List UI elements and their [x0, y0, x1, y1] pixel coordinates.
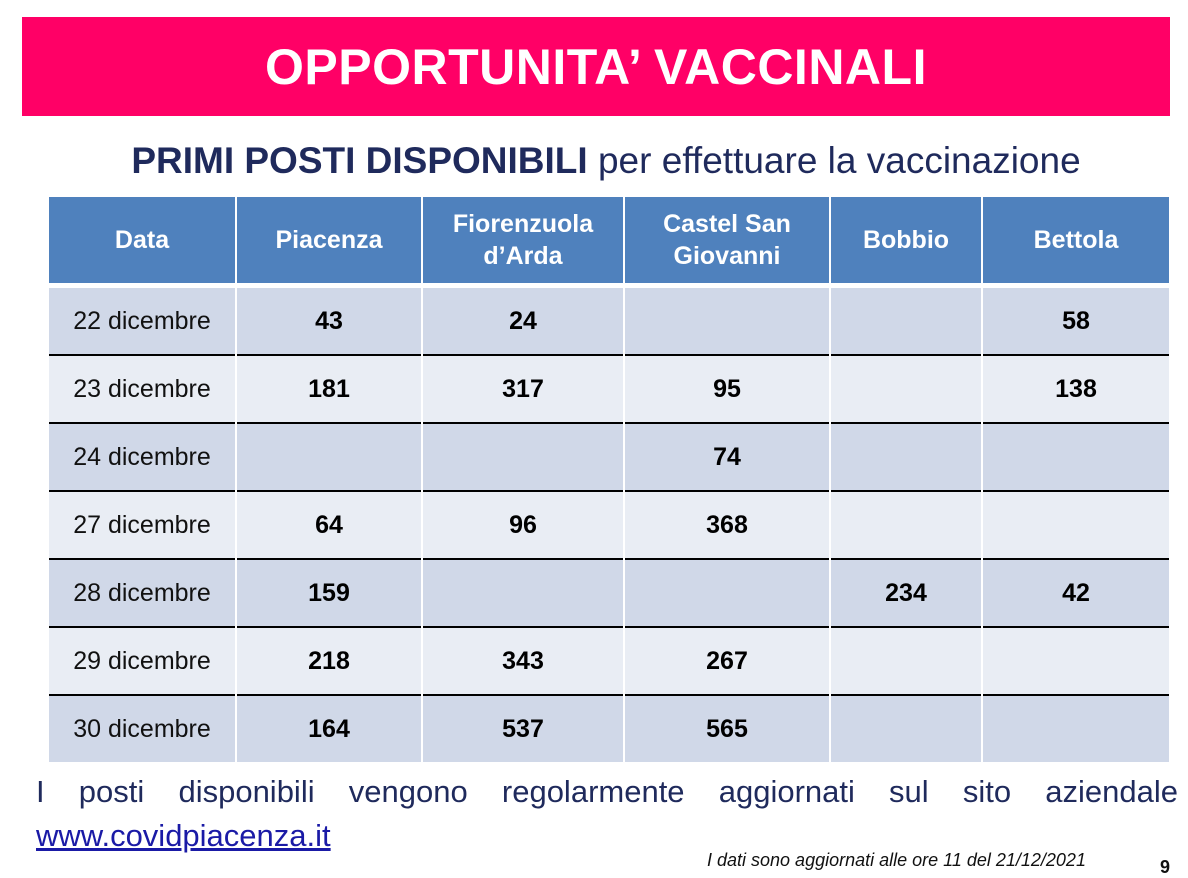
value-cell [982, 491, 1169, 559]
website-link[interactable]: www.covidpiacenza.it [36, 818, 331, 853]
value-cell [982, 695, 1169, 762]
subtitle-strong: PRIMI POSTI DISPONIBILI [131, 140, 588, 181]
note-word: aziendale [1045, 774, 1178, 809]
column-header-line: Fiorenzuola [452, 210, 594, 238]
value-cell [830, 286, 982, 356]
update-timestamp: I dati sono aggiornati alle ore 11 del 21/12/2021 [707, 850, 1086, 870]
column-header [624, 197, 830, 286]
value-cell: 267 [624, 627, 830, 695]
value-cell: 24 [422, 286, 624, 356]
value-cell [982, 423, 1169, 491]
date-cell: 23 dicembre [49, 355, 236, 423]
note-word: aggiornati [718, 774, 855, 809]
column-header [982, 197, 1169, 286]
info-note [36, 774, 1178, 810]
table-body [49, 286, 1169, 763]
table-row [49, 559, 1169, 627]
value-cell: 74 [624, 423, 830, 491]
table-row [49, 491, 1169, 559]
subtitle-rest: per effettuare la vaccinazione [587, 140, 1081, 181]
column-header [422, 197, 624, 286]
column-header [236, 197, 422, 286]
note-word: sul [889, 774, 929, 809]
value-cell [830, 695, 982, 762]
value-cell: 234 [830, 559, 982, 627]
title-banner [22, 17, 1170, 116]
value-cell: 164 [236, 695, 422, 762]
value-cell [830, 627, 982, 695]
value-cell: 343 [422, 627, 624, 695]
column-header-line: Bettola [1033, 226, 1119, 254]
value-cell: 159 [236, 559, 422, 627]
note-word: vengono [348, 774, 468, 809]
value-cell [982, 627, 1169, 695]
table-row [49, 286, 1169, 356]
value-cell: 95 [624, 355, 830, 423]
page-number: 9 [1160, 857, 1171, 877]
info-note-line [36, 774, 1178, 810]
value-cell: 58 [982, 286, 1169, 356]
value-cell: 565 [624, 695, 830, 762]
value-cell [830, 355, 982, 423]
table-row [49, 627, 1169, 695]
value-cell [422, 559, 624, 627]
value-cell: 537 [422, 695, 624, 762]
note-word: disponibili [178, 774, 315, 809]
value-cell: 42 [982, 559, 1169, 627]
note-word: sito [962, 774, 1012, 809]
column-header-line: Data [114, 226, 170, 254]
value-cell: 43 [236, 286, 422, 356]
date-cell: 22 dicembre [49, 286, 236, 356]
value-cell [830, 491, 982, 559]
date-cell: 28 dicembre [49, 559, 236, 627]
column-header-line: Castel San [663, 210, 791, 238]
table-row [49, 355, 1169, 423]
value-cell: 368 [624, 491, 830, 559]
date-cell: 27 dicembre [49, 491, 236, 559]
column-header [49, 197, 236, 286]
value-cell [422, 423, 624, 491]
date-cell: 30 dicembre [49, 695, 236, 762]
date-cell: 29 dicembre [49, 627, 236, 695]
column-header-line: Giovanni [673, 242, 781, 270]
table-header-row [49, 197, 1169, 286]
column-header-line: Piacenza [275, 226, 383, 254]
table-row [49, 695, 1169, 762]
column-header-line: d’Arda [483, 242, 563, 270]
value-cell: 218 [236, 627, 422, 695]
value-cell: 64 [236, 491, 422, 559]
value-cell: 181 [236, 355, 422, 423]
table-row [49, 423, 1169, 491]
value-cell [624, 286, 830, 356]
value-cell: 317 [422, 355, 624, 423]
column-header-line: Bobbio [862, 226, 950, 254]
date-cell: 24 dicembre [49, 423, 236, 491]
value-cell: 96 [422, 491, 624, 559]
column-header [830, 197, 982, 286]
page-title: OPPORTUNITA’ VACCINALI [265, 38, 927, 95]
value-cell: 138 [982, 355, 1169, 423]
value-cell [624, 559, 830, 627]
subtitle [0, 140, 1188, 182]
value-cell [830, 423, 982, 491]
availability-table [49, 197, 1169, 762]
note-word: I [36, 774, 45, 809]
note-word: regolarmente [501, 774, 685, 809]
note-word: posti [78, 774, 145, 809]
value-cell [236, 423, 422, 491]
